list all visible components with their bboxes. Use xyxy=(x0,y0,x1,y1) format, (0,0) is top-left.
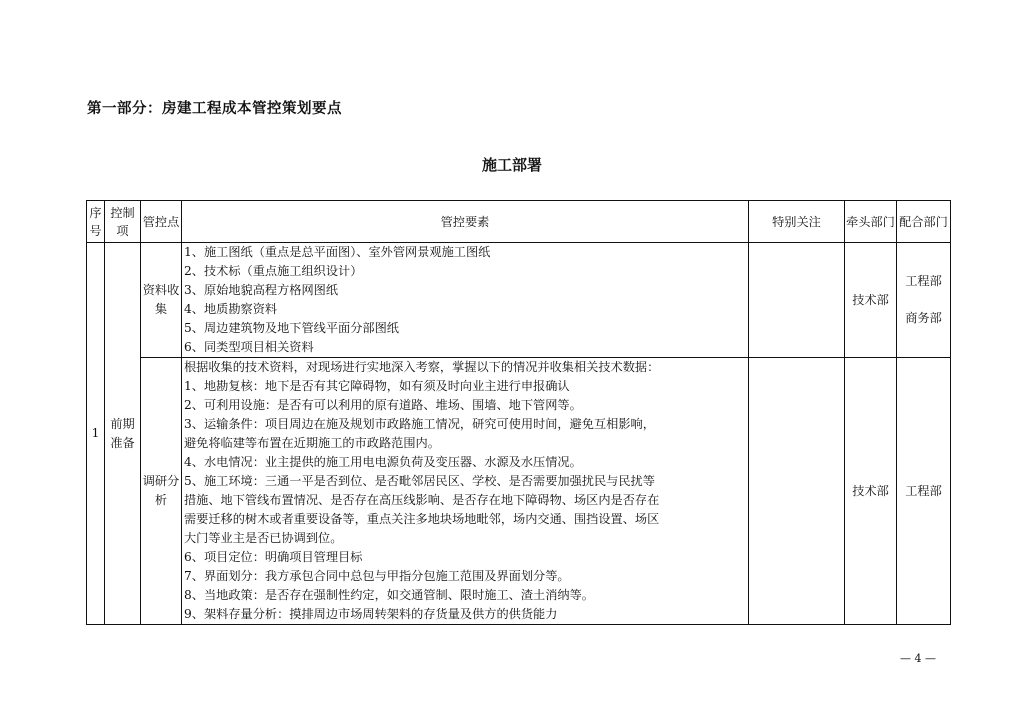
elements-research-analysis xyxy=(182,358,749,625)
element-line: 1、地勘复核：地下是否有其它障碍物，如有须及时向业主进行申报确认 xyxy=(184,379,570,393)
elements-data-collection xyxy=(182,243,749,358)
lead-research-analysis: 技术部 xyxy=(845,358,897,625)
header-lead-dept: 牵头部门 xyxy=(845,201,897,243)
element-line: 7、界面划分：我方承包合同中总包与甲指分包施工范围及界面划分等。 xyxy=(184,569,570,583)
header-coop-dept: 配合部门 xyxy=(897,201,951,243)
table-row xyxy=(87,358,951,625)
row-control-item: 前期准备 xyxy=(105,243,141,625)
header-special-attention: 特别关注 xyxy=(749,201,845,243)
header-control-point: 管控点 xyxy=(141,201,182,243)
table-row xyxy=(87,243,951,358)
planning-table xyxy=(86,200,951,625)
coop-data-collection xyxy=(897,243,951,358)
element-line: 根据收集的技术资料，对现场进行实地深入考察，掌握以下的情况并收集相关技术数据： xyxy=(184,360,660,374)
element-line: 2、技术标（重点施工组织设计） xyxy=(184,264,363,278)
header-control-elements: 管控要素 xyxy=(182,201,749,243)
coop-dept: 工程部 xyxy=(905,483,942,498)
element-line: 大门等业主是否已协调到位。 xyxy=(184,531,343,545)
element-line: 5、施工环境：三通一平是否到位、是否毗邻居民区、学校、是否需要加强扰民与民扰等 xyxy=(184,474,655,488)
document-title: 施工部署 xyxy=(481,156,542,174)
point-research-analysis: 调研分析 xyxy=(141,358,182,625)
page-number: — 4 — xyxy=(900,652,936,665)
element-line: 6、项目定位：明确项目管理目标 xyxy=(184,550,363,564)
element-line: 8、当地政策：是否存在强制性约定，如交通管制、限时施工、渣土消纳等。 xyxy=(184,588,594,602)
point-data-collection: 资料收集 xyxy=(141,243,182,358)
header-seq: 序号 xyxy=(87,201,105,243)
coop-research-analysis xyxy=(897,358,951,625)
element-line: 2、可利用设施：是否有可以利用的原有道路、堆场、围墙、地下管网等。 xyxy=(184,398,582,412)
row-seq: 1 xyxy=(87,243,105,625)
element-line: 措施、地下管线布置情况、是否存在高压线影响、是否存在地下障碍物、场区内是否存在 xyxy=(184,493,660,507)
coop-dept: 商务部 xyxy=(905,311,942,325)
element-line: 3、原始地貌高程方格网图纸 xyxy=(184,283,339,297)
element-line: 6、同类型项目相关资料 xyxy=(184,340,314,354)
element-line: 5、周边建筑物及地下管线平面分部图纸 xyxy=(184,321,399,335)
element-line: 4、水电情况：业主提供的施工用电电源负荷及变压器、水源及水压情况。 xyxy=(184,455,582,469)
special-research-analysis xyxy=(749,358,845,625)
table-header-row xyxy=(87,201,951,243)
special-data-collection xyxy=(749,243,845,358)
element-line: 3、运输条件：项目周边在施及规划市政路施工情况，研究可使用时间，避免互相影响， xyxy=(184,417,655,431)
coop-dept: 工程部 xyxy=(905,274,942,288)
section-title: 第一部分：房建工程成本管控策划要点 xyxy=(87,101,342,117)
element-line: 需要迁移的树木或者重要设备等，重点关注多地块场地毗邻，场内交通、围挡设置、场区 xyxy=(184,512,660,526)
element-line: 1、施工图纸（重点是总平面图）、室外管网景观施工图纸 xyxy=(184,245,491,259)
element-line: 9、架料存量分析：摸排周边市场周转架料的存货量及供方的供货能力 xyxy=(184,607,558,621)
element-line: 避免将临建等布置在近期施工的市政路范围内。 xyxy=(184,436,440,450)
header-control-item: 控制项 xyxy=(105,201,141,243)
element-line: 4、地质勘察资料 xyxy=(184,302,278,316)
lead-data-collection: 技术部 xyxy=(845,243,897,358)
